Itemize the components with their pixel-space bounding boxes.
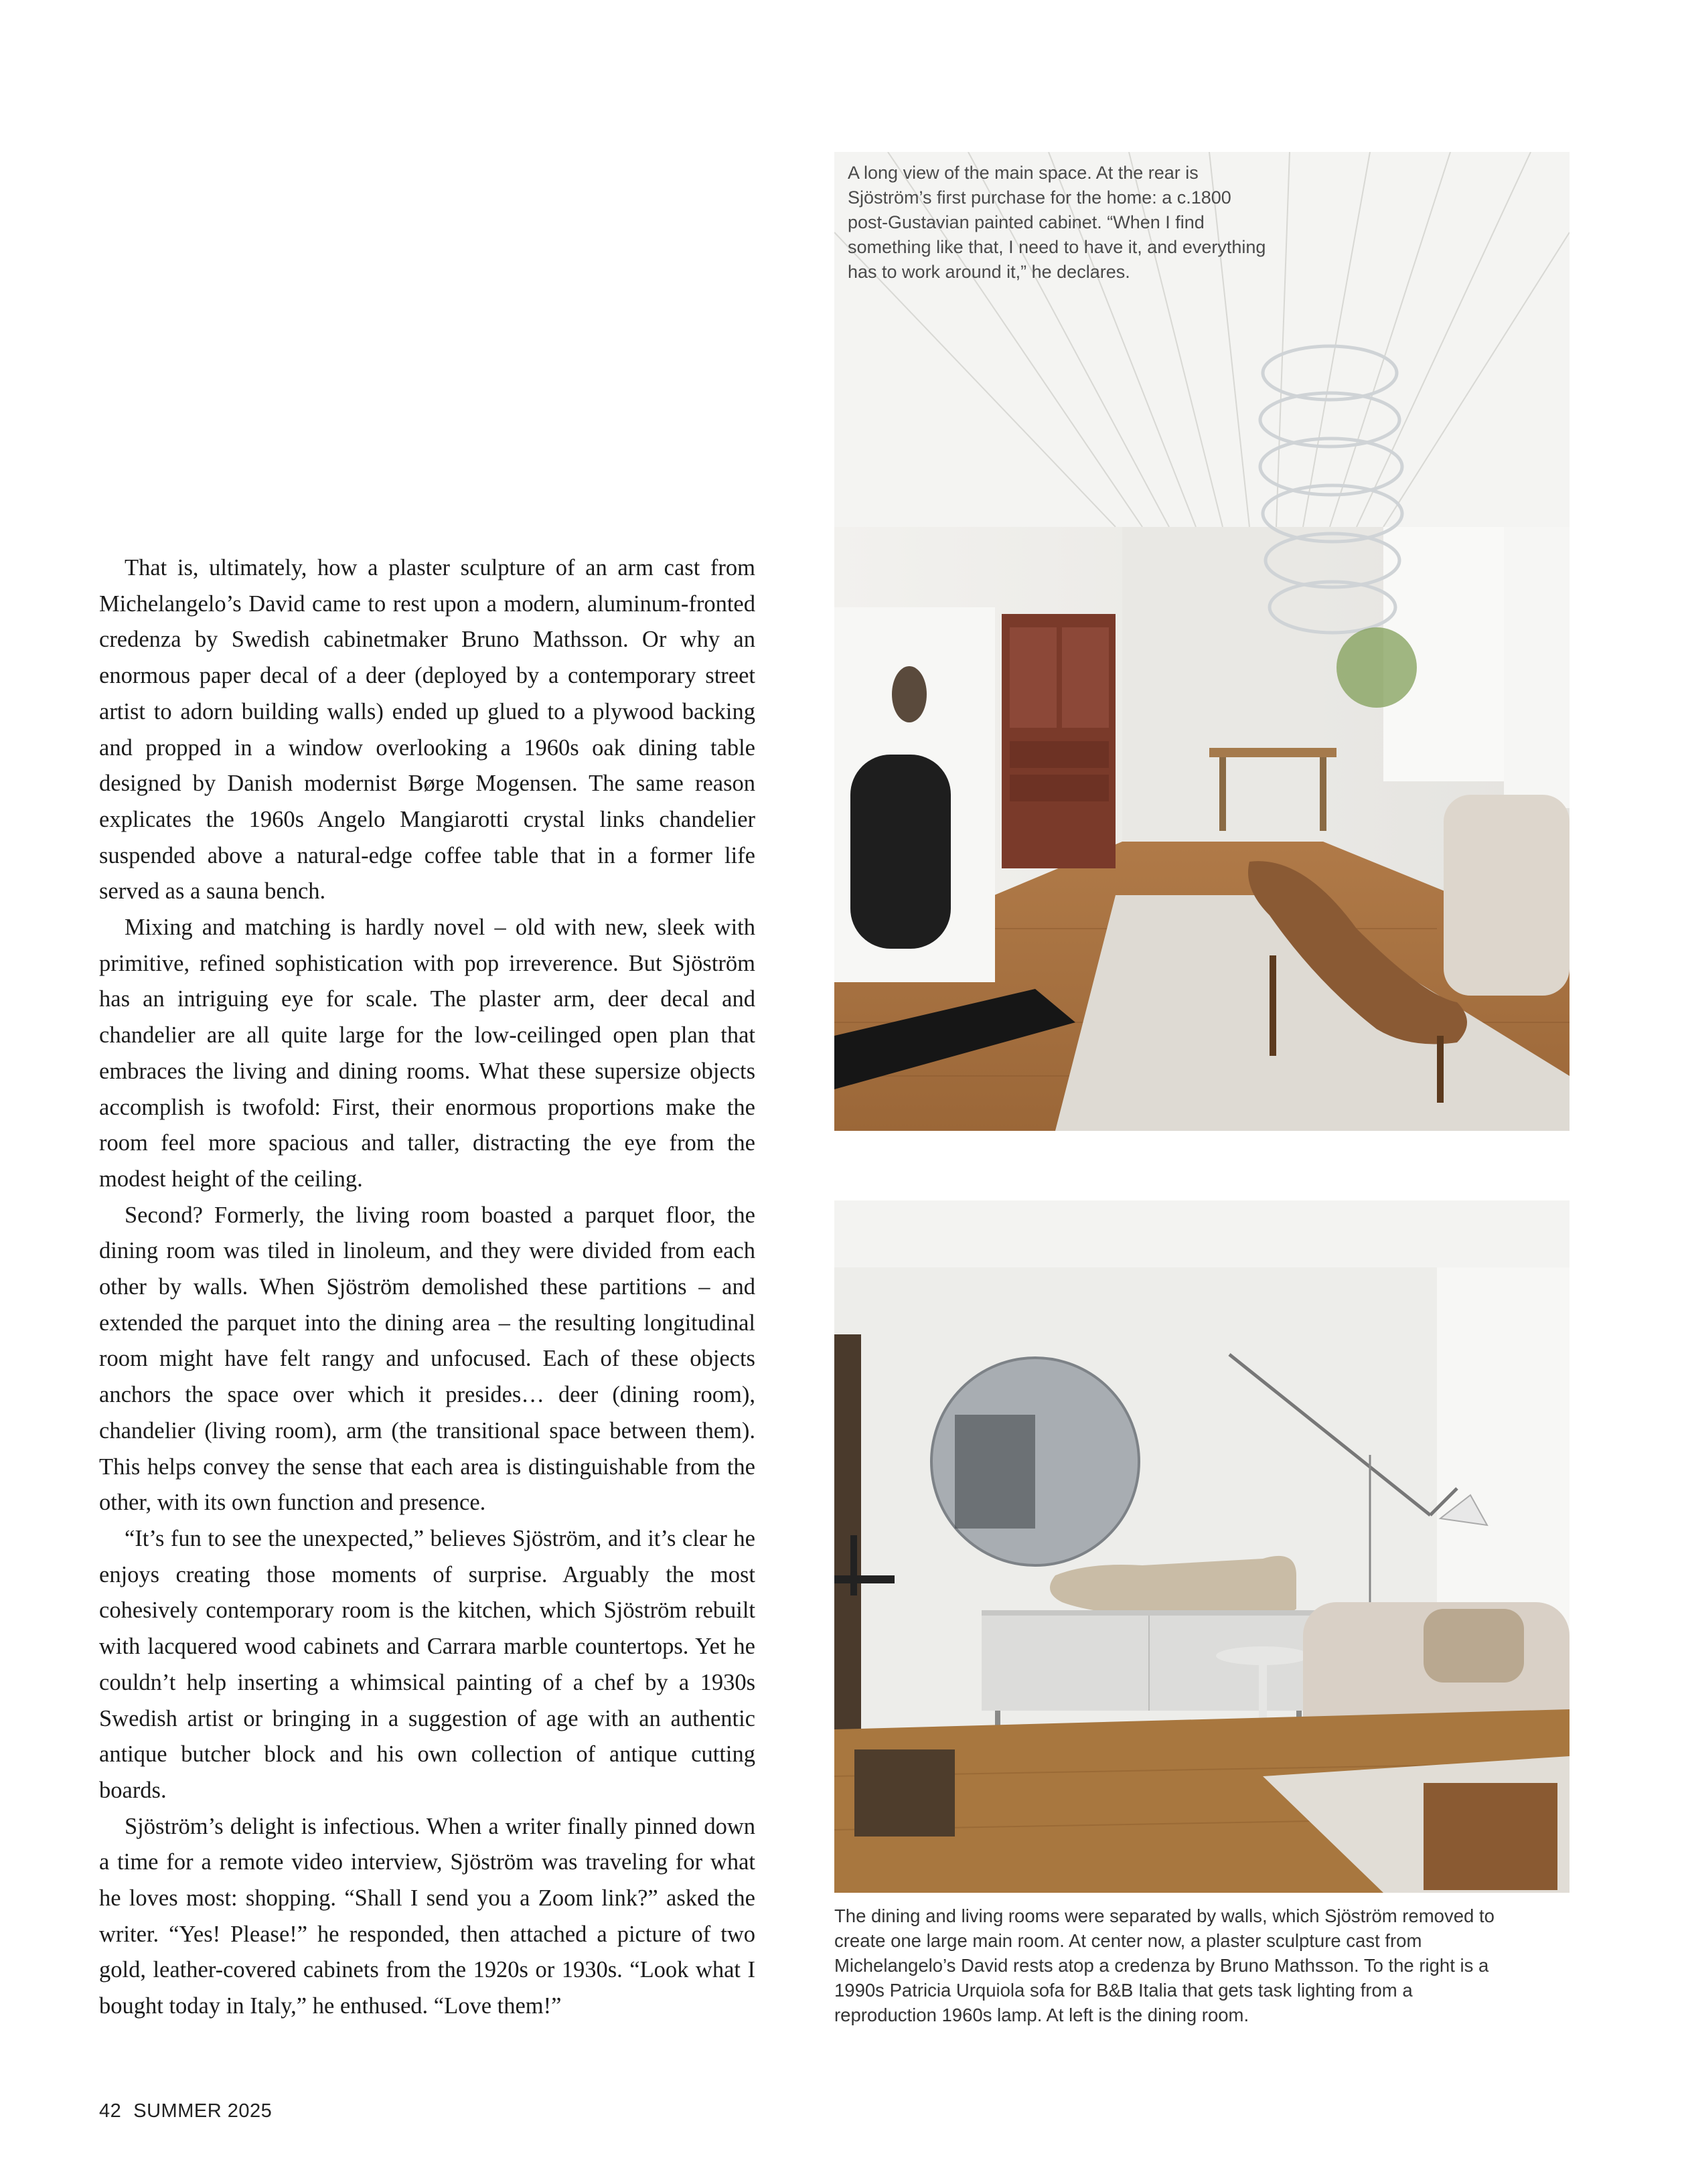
page-folio	[99, 2100, 272, 2122]
photo-credenza-arm	[834, 1200, 1570, 1893]
article-paragraph-2: Mixing and matching is hardly novel – old with new, sleek with primitive, refined sophistication with pop irreverence. But Sjöström has an intriguing eye for scale. The plaster arm, deer decal and chandelier are all quite large for the low-ceilinged open plan that embraces the living and dining rooms. What these supersize objects accomplish is twofold: First, their enormous proportions make the room feel more spacious and taller, distracting the eye from the modest height of the ceiling.	[99, 915, 755, 1192]
article-paragraph-1: That is, ultimately, how a plaster sculpture of an arm cast from Michelangelo’s David came to rest upon a modern, aluminum-fronted credenza by Swedish cabinetmaker Bruno Mathsson. Or why an enormous paper decal of a deer (deployed by a contemporary street artist to adorn building walls) ended up glued to a plywood backing and propped in a window overlooking a 1960s oak dining table designed by Danish modernist Børge Mogensen. The same reason explicates the 1960s Angelo Mangiarotti crystal links chandelier suspended above a natural-edge coffee table that in a former life served as a sauna bench.	[99, 555, 755, 905]
caption-credenza-arm: The dining and living rooms were separated by walls, which Sjöström removed to create one large main room. At center now, a plaster sculpture cast from Michelangelo’s David rests atop a credenza by Bruno Mathsson. To the right is a 1990s Patricia Urquiola sofa for B&B Italia that gets task lighting from a reproduction 1960s lamp. At left is the dining room.	[834, 1905, 1495, 2025]
issue-label: SUMMER 2025	[133, 2100, 273, 2122]
article-paragraph-4: “It’s fun to see the unexpected,” believes Sjöström, and it’s clear he enjoys creating those moments of surprise. Arguably the most cohesively contemporary room is the kitchen, which Sjöström rebuilt with lacquered wood cabinets and Carrara marble countertops. Yet he couldn’t help inserting a whimsical painting of a chef by a 1930s Swedish artist or bringing in a suggestion of age with an authentic antique butcher block and his own collection of antique cutting boards.	[99, 1525, 755, 1803]
photo-credenza-illustration	[834, 1200, 1570, 1893]
page-number: 42	[99, 2100, 122, 2122]
article-paragraph-3: Second? Formerly, the living room boasted a parquet floor, the dining room was tiled in linoleum, and they were divided from each other by walls. When Sjöström demolished these partitions – and extended the parquet into the dining area – the resulting longitudinal room might have felt rangy and unfocused. Each of these objects anchors the space over which it presides… deer (dining room), chandelier (living room), arm (the transitional space between them). This helps convey the sense that each area is distinguishable from the other, with its own function and presence.	[99, 1202, 755, 1516]
article-body	[99, 550, 755, 2025]
photo-main-space-illustration	[834, 152, 1570, 1131]
caption-main-space: A long view of the main space. At the rear is Sjöström’s first purchase for the home: a c.1800 post-Gustavian painted cabinet. “When I find something like that, I need to have it, and everything has to work around it,” he declares.	[848, 163, 1266, 282]
article-paragraph-5: Sjöström’s delight is infectious. When a writer finally pinned down a time for a remote video interview, Sjöström was traveling for what he loves most: shopping. “Shall I send you a Zoom link?” asked the writer. “Yes! Please!” he responded, then attached a picture of two gold, leather-covered cabinets from the 1920s or 1930s. “Look what I bought today in Italy,” he enthused. “Love them!”	[99, 1813, 755, 2019]
photo-main-space	[834, 152, 1570, 1131]
